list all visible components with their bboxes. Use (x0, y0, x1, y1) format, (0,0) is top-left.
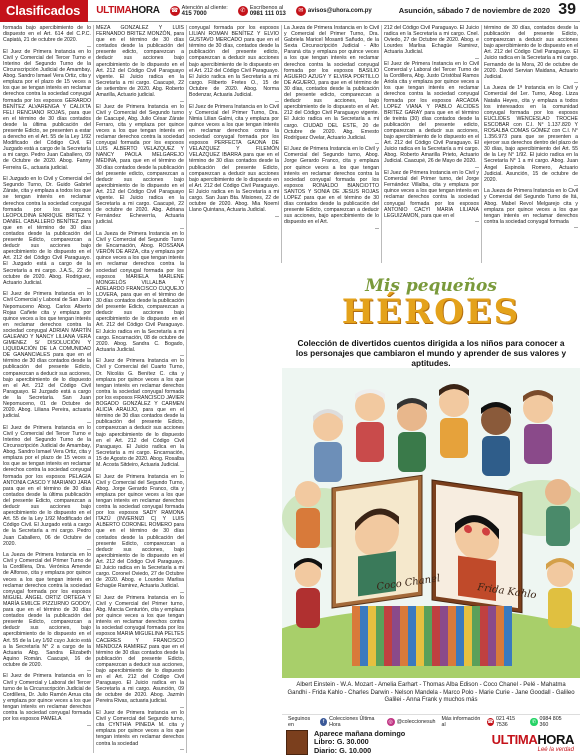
notice-separator: — (475, 218, 479, 224)
classified-notice: El Juzgado en lo Civil y Comercial del Segundo Turno, Dr. Guido Gabriel Zárate, cita y emplaza a todos los que se tengan interés en reclamar derechos contra la sociedad conyugal formada por los esposos LEOPOLDINA ENRIQUE BRITEZ Y DANIEL CABALLERO BENÍTEZ para que en el término de 30 días contados desde la publicación del presente Edicto, comparezcan a deducir sus acciones bajo apercibimiento de lo dispuesto en el Art. 212 del Código Civil Paraguayo. El Juzgado está a cargo de la Secretaría a mi cargo. J.A.S., 22 de octubre de 2020. Abog. Rodriguez, Actuario Judicial. (3, 176, 91, 286)
classified-notice: El Juez de Primera Instancia en lo Civil y Comercial del Primer turno, del Jorge Fernández Villalba, cita y emplaza por quince veces a los que tengan interés en reclamar derechos contra la sociedad conyugal formada por los esposos ANTONIO CACYI MARIA LILIANA LEGUIZAMON, para que en el (384, 170, 479, 219)
logo-slogan: Leé la verdad (537, 747, 574, 753)
ad-title-top: Mis pequeños (365, 276, 497, 296)
instagram-label: @coleccionesuh (396, 718, 436, 725)
classified-notice: formada bajo apercibimiento de lo dispuesto en el Art. 614 del C.P.C. Capiatá, 21 de octubre de 2020. (3, 25, 91, 44)
ad-title-main: HÉROES (341, 292, 521, 332)
contact-whatsapp (238, 5, 286, 17)
whatsapp-icon: ✆ (238, 6, 248, 16)
facebook-icon: f (320, 718, 327, 726)
classified-notice: La Jueza de Primera Instancia en lo Civil y Comercial del Segundo Turno de Encarnación, Abog. ROSSANA VERÓN DE ARZA, cita y emplaza por quince veces a los que tengan interés en reclamar derechos contra la sociedad conyugal formada por los esposos MARIELA MARLENE MONGELÓS VILLALBA Y ADELARDO FRANCISCO CUQUEJO LOVERA, para que en el término de 30 días contados desde la publicación del presente Edicto, comparezcan a deducir sus acciones bajo apercibimiento de lo dispuesto en el Art. 212 del Código Civil Paraguayo. El Juicio radica en la Secretaría a mi cargo. Encarnación, 08 de octubre de 2020. Abog. Sandra C. Bogado, Actuaria Judicial. (96, 231, 184, 353)
classified-notice: El Juez de Primera Instancia en lo Civil y Comercial del Segundo turno, cita CYNTHIA PINEDA M. cita y emplaza por quince veces a los que tengan interés en reclamar derechos contra la sociedad (96, 710, 184, 747)
ad-prices (314, 730, 405, 756)
notice-separator: — (275, 97, 279, 103)
classified-notice: El Juez de Primera Instancia en lo Civil Comercial y Laboral del Tercer Turno de la Cordillera, Abg. Justo Cristóbal Ramos Ariola cita y emplaza por quince veces a los que tengan interés en reclamar derechos contra la sociedad conyugal formada por los esposos ARCADIA LOPEZ VIANA Y PABLO ALCIDES BRITEZ GARAY para que en el término de treinta (30) días contados desde la publicación del presente edicto, comparezcan a deducir sus acciones, bajo apercibimiento de lo dispuesto en el Art. 212 del Código Civil Paraguayo. El Juicio radica en la Secretaría a mi cargo. Abog. Roberto Amarilla Prieto, Actuario Judicial. Caacupé, 26 de Mayo de 2020. (384, 60, 479, 165)
more-info-label: Más información al (441, 715, 481, 728)
page-number: 39 (558, 1, 576, 18)
classified-notice: La Jueza de Primera Instancia en lo Civil y Comercial del Primer Turno, Dra. Gabriela Maricel Mosanti Sañudo, de la Sexta Circunscripción Judicial - Alto Paraná cita y emplaza por quince veces a los que tengan interés en reclamar derechos contra la sociedad conyugal formada por los esposos BASILIO AGUERO AZUGY Y ELVIRA PORTILLO DE AGUERO, para que en el término de 30 días, contados desde la publicación del presente edicto, comparezcan a deducir sus acciones, bajo apercibimiento de lo dispuesto en el Art. 212 del Código Civil Paraguayo vigente. El Juicio radica en la Secretaría a mi cargo. CIUDAD DEL ESTE, 20 de Octubre de 2020. Abg. Ernesto Rodríguez Ovelar, Actuario Judicial. (284, 25, 379, 141)
notice-separator: — (87, 42, 91, 48)
column-divider (481, 25, 482, 263)
email-icon: ✉ (296, 6, 306, 16)
ultimahora-logo (492, 732, 574, 753)
contact2-value: 0981 111 013 (249, 10, 286, 17)
column-5 (384, 25, 479, 263)
notice-separator: — (180, 746, 184, 752)
logo-part-a: ULTIMA (491, 732, 538, 747)
classified-notice: El Juez de Primera Instancia en lo Civil Comercial y Laboral de San Juan Nepomuceno Abog. Carlos Alberto Rojas Cañete cita y emplaza por quince veces a los que tengan interés en reclamar derechos contra la sociedad conyugal ADRIAN MARTÍN GALEANO Y NANCY LILIANA VERA GIMENEZ S/ DISOLUCIÓN Y LIQUIDACIÓN DE LA COMUNIDAD DE GANANCIALES para que en el término de 30 días contados desde la publicación del presente Edicto, comparezcan a deducir sus acciones, bajo apercibimiento de lo dispuesto en el Art. 212 del Código Civil Paraguayo. El Juzgado está a cargo de la Secretaría. San Juan Nepomuceno, 01 de Octubre de 2020. Abog. Liliana Pereira, actuaria judicial. (3, 291, 91, 420)
ad-subtitle: Colección de divertidos cuentos dirigida a los niños para conocer a los personajes que cambiaron el mundo y aprender de sus valores y aptitudes. (295, 338, 567, 368)
classified-notice: conyugal formada por los esposos LILIAN ROMAN BENÍTEZ Y ELVIO GUSTAVO MERCADO para que en el término de 30 días, contados desde la publicación del presente edicto, comparezcan a deducir sus acciones bajo apercibimiento de lo dispuesto en el Art. 212 del Código Civil Paraguayo. El Juicio radica en la Secretaría a mi cargo. Filiberto Fretes O., 15 de Octubre de 2020. Abog. Norma Bodenzar, Actuaria Judicial. (189, 25, 279, 99)
contact3-value[interactable]: avisos@uhora.com.py (307, 7, 372, 14)
contact2-label: Escríbenos al (249, 4, 284, 11)
classified-notice: término de 30 días, contados desde la publicación del presente Edicto, comparezcan a deducir sus acciones bajo apercibimiento de lo dispuesto en el Art. 212 del Código Civil Paraguayo. El Juicio radica en la Secretaría a mi cargo. Fernando de la Mora, 20 de octubre de 2020. David Servian Maidana, Actuario Judicial. (484, 25, 578, 80)
notice-separator: — (180, 588, 184, 594)
column-1 (3, 25, 91, 753)
section-title: Clasificados (0, 0, 88, 22)
ad-price-strip (282, 729, 580, 756)
notice-separator: — (275, 212, 279, 218)
classified-notice: El Juez de Primera Instancia en lo Civil y Comercial del Tercer Turno e Interino del Segundo Turno de la Circunscripción Judicial de Amambay, Abog. Sandro Ismael Vera Ortiz, cita y emplaza por el plazo de 15 veces a los que se tengan interés en reclamar derechos contra la sociedad conyugal formada por los esposos GERARDO BENÍTEZ ALVARENGA Y CALIXTA FELI RENCIANO ROJAS, para que en el término de 30 días contados desde la última publicación del presente Edicto, se presenten a estar a derecho en el Art. 55 de la Ley 1/92 Modificado del Código Civil. El Juzgado está a cargo de la Secretaría a mi cargo. Pedro Juan Caballero, 09 de Octubre de 2020. Abog. Fanny Ferreira G., actuaria judicial. (3, 48, 91, 171)
column-4 (284, 25, 379, 263)
contact-email[interactable] (296, 6, 372, 16)
notice-separator: — (87, 170, 91, 176)
prices-title: Aparece mañana domingo (314, 728, 406, 738)
logo-part-b: HORA (537, 732, 574, 747)
notice-separator: — (375, 140, 379, 146)
heroes-advertisement (282, 266, 580, 756)
price-newspaper: Diario: G. 10.000 (314, 745, 372, 755)
phone-link-1[interactable] (487, 716, 525, 728)
column-divider (93, 25, 94, 753)
ad-heroes-list: Albert Einstein - W.A. Mozart - Amelia Earhart - Thomas Alba Edison - Coco Chanel - Pelé - Mahatma Gandhi - Frida Kahlo - Charles Darwin - Nelson Mandela - Marco Polo - Marie Curie - Jane Goodall - Galileo Galilei - Anna Frank y muchos más (287, 682, 575, 704)
classified-notice: El Juez de Primera Instancia en lo Civil y Comercial del Segundo Turno, Abog. Jorge Gerardo Franco, cita y emplaza por quince veces a los que tengan interés en reclamar derechos contra la sociedad conyugal formada por los esposos SADY RAMONA ITAZÚ (INVERNIZI C) Y LUIS ALBERTO CORONEL ROMERO para que en el término de 30 días contados desde la publicación del presente Edicto, comparezcan a deducir sus acciones, bajo apercibimiento de lo dispuesto en el Art. 212 del Código Civil Paraguayo. El Juicio radica en la Secretaría a mi cargo. Coronel Oviedo, 27 de Octubre de 2020. Abog. e Lourdes Marlisa Echagüe Ramirez, Actuaria Judicial. (96, 473, 184, 590)
phone-icon: ☎ (487, 718, 494, 725)
notice-separator: — (87, 285, 91, 291)
contact-phone (170, 5, 228, 17)
brand-part-b: HORA (131, 5, 160, 16)
column-divider (186, 25, 187, 753)
classified-notice: La Jueza de Primera Instancia en lo Civil y Comercial del Primer Turno de la Cordillera, Dra. Verónica Amende de Alfonso, cita y emplaza por quince veces a los que tengan interés en reclamar derechos contra la sociedad conyugal formada por los esposos MIGUEL ÁNGEL ORTIZ ORTEGA Y MARÍA EMILCE PIZZURNO GODOY, para que en el término de 30 días contados desde la publicación del presente Edicto, comparezcan a deducir sus acciones, bajo apercibimiento de lo dispuesto en el Art. 55 de la Ley 1/92 cuyo Juicio está a la Secretaría N° 2 a cargo de la Actuaria Abg. Sandra Elizabeth Aquino Román. Caacupé, 16 de octubre de 2020. (3, 552, 91, 668)
notice-separator: — (574, 224, 578, 230)
phone-1: 021 415 7536 (495, 715, 516, 728)
phone-2: 0984 805 360 (539, 715, 562, 728)
column-3 (189, 25, 279, 753)
notice-separator: — (475, 164, 479, 170)
follow-label: Seguinos en (288, 715, 311, 728)
classified-notice: El Juez de Primera Instancia en lo Civil y Comercial del Tercer Turno e Interino del Segundo Turno de la Circunscripción Judicial de Amambay, Abog. Sandro Ismael Vera Ortiz, cita y emplaza por el plazo de 15 veces a los que se tengan interés en reclamar derechos contra la sociedad conyugal formada por los esposos PELAGIA ANTONIA CASCO Y MARIANO JARA para que en el término de 30 días contados desde la última publicación del presente Edicto, comparezcan a deducir sus acciones bajo apercibimiento de lo dispuesto en el Art. 55 de la Ley 1/92 Modificado del Código Civil. El Juzgado está a cargo de la Secretaría a mi cargo. Pedro Juan Caballero, 06 de Octubre de 2020. (3, 424, 91, 547)
notice-separator: — (87, 721, 91, 727)
classified-notice: El Juez de Primera Instancia en lo Civil y Comercial del Primer Turno, Dra. Nimia Lilian Galmi, cita y emplaza por quince veces a los que tengan interés en reclamar derechos contra la sociedad conyugal formada por los esposos PERFECTA GAONA DE VELAZQUEZ Y FILEMÓN VELAZQUEZ IBARRA para que en el término de 30 días contados desde la publicación del presente Edicto, comparezcan a deducir sus acciones bajo apercibimiento de lo dispuesto en el Art. 212 del Código Civil Paraguayo. El Juicio radica en la Secretaría a mi cargo. San Juan Bta. Misiones, 22 de octubre de 2020. Abog. Mia Noemí Llano Quintana, Actuaria Judicial. (189, 103, 279, 214)
notice-separator: — (87, 667, 91, 673)
book-title-2: Frida Kahlo (476, 582, 538, 602)
notice-separator: — (475, 54, 479, 60)
classified-notice: La Jueza de 1ª Instancia en lo Civil y Comercial del 1er. Turno, Abog. Lizza Natalia Heyes, cita y emplaza a todos los interesados en la comunidad conyugal formada por los esposos EUCLIDES WENCESLAO TROCHE ESCOBAR con C.I. N° 1.137.820 Y ROSALBA COMAS GÓMEZ con C.I. N° 1.356.973 para que se presenten a ejercer sus derechos dentro del plazo de 30 días, bajo apercibimiento del Art. 55 de la Ley N° 1/92. El juicio radica en la Secretaría N° 1 a mi cargo. Abog. Juan Ángel Espinola Romero, Actuario Judicial. Asunción, 15 de octubre de 2020. (484, 85, 578, 183)
contact1-label: Atención al cliente: (181, 4, 228, 11)
whatsapp-icon: ✆ (531, 718, 537, 725)
instagram-icon: ◎ (388, 718, 393, 725)
classified-notice: MEZA GONZÁLEZ Y LUIS FERNANDO BRITEZ MONZÓN, para que en el término de 30 días contados desde la publicación del presente edicto, comparezcan a deducir sus acciones bajo apercibimiento de lo dispuesto en el Art. 212 del Código Civil Paraguayo vigente. El Juicio radica en la Secretaría a mi cargo. Caacupé, 22 de setiembre de 2020. Abg. Roberto Amarilla, Actuario judicial. (96, 25, 184, 99)
classified-notice: 212 del Código Civil Paraguayo. El Juicio radica en la Secretaría a mi cargo. Cnel. Oviedo, 27 de Octubre de 2020. Abog. e Lourdes Marlisa Echagüe Ramirez, Actuaria Judicial. (384, 25, 479, 56)
classified-notice: El Juez de Primera Instancia en lo Civil y Comercial y Laboral del Tercer turno de la Circunscripción Judicial de Cordillera, Dr. Julio Ramón Arrua cita y emplaza por quince veces a los que tengan interés en reclamar derechos contra la sociedad conyugal formada por los esposos PAMELA (3, 673, 91, 723)
classified-notice: El Juez de Primera Instancia en lo Civil y Comercial del Segundo turno, Abog. Jorge Gerardo Franco, cita y emplaza por quince veces a los que tengan interés en reclamar derechos contra la sociedad conyugal formada por los esposos RONALDO BIANCIOTTO SANTOS Y SONIA DE JESUS ROJAS LOPEZ para que en el término de 30 días contados desde la publicación del presente Edicto, comparezcan a deducir sus acciones, bajo apercibimiento de lo dispuesto en el Art. (284, 146, 379, 226)
notice-separator: — (180, 225, 184, 230)
phone-link-2[interactable] (530, 716, 568, 728)
classified-notice: La Jueza de Primera Instancia en lo Civil y Comercial del Segundo Turno de Itá, Abog. Mabel Revol Melgarejo cita y emplaza por quince veces a los que tengan interés en reclamar derechos contra la sociedad conyugal formada (484, 188, 578, 225)
notice-separator: — (180, 97, 184, 103)
classified-notice: El Juez de Primera Instancia en lo Civil y Comercial del Segundo turno de Caacupé, Abg. Julio César Zárate Ferraro, cita y emplaza por quince veces a los que tengan interés en reclamar derechos contra la sociedad conyugal formada por los esposos LUIS ALBERTO VELAZQUEZ Y NANCY PAOLA MELGAREJO MEDINA, para que en el término de 30 días contados desde la publicación del presente edicto, comparezcan a deducir sus acciones bajo apercibimiento de lo dispuesto en el Art. 212 del Código Civil Paraguayo vigente. El Juicio radica en la Secretaría a mi cargo. Caacupé, 22 de octubre de 2020. Abg. Adriana Fernández Echeverría, Actuaria judicial. (96, 103, 184, 226)
brand-part-a: ULTIMA (96, 5, 132, 16)
page-header (0, 0, 580, 22)
heroes-illustration (282, 368, 580, 678)
issue-date: Asunción, sábado 7 de noviembre de 2020 (398, 6, 550, 15)
notice-separator: — (574, 79, 578, 85)
facebook-label: Colecciones Última Hora (329, 715, 375, 728)
classified-notice: El Juez de Primera Instancia en lo Civil y Comercial del Cuarto Turno, Dr. Nicolás G. Benítez C. cita y emplaza por quince veces a los que tengan interés en reclamar derechos contra la sociedad conyugal formada por los esposos FRANCISCO JAVIER BOGADO GONZÁLEZ Y CARMEN ALICIA ARAUJO, para que en el término de 30 días contados desde la publicación del presente Edicto, comparezcan a deducir sus acciones bajo apercibimiento de lo dispuesto en el Art. 212 del Código Civil Paraguayo. El Juicio radica en la Secretaría a mi cargo. Encarnación, 15 de Agosto de 2020. Abog. Rosalba M. Acosta Sitdeiro, Actuaria Judicial. (96, 358, 184, 468)
price-book: Libro: G. 30.000 (314, 737, 369, 747)
notice-separator: — (87, 418, 91, 424)
facebook-link[interactable] (320, 716, 380, 728)
notice-separator: — (375, 225, 379, 230)
instagram-link[interactable] (387, 718, 436, 726)
book-title-1: Coco Chanel (375, 573, 441, 593)
column-divider (381, 25, 382, 263)
phone-icon: ☎ (170, 7, 179, 14)
column-2 (96, 25, 184, 753)
column-6 (484, 25, 578, 263)
classified-notice: El Juez de Primera Instancia en lo Civil y Comercial del Primer turno, Abg. Marcia Centurión, cita y emplaza por quince veces a los que tengan interés en reclamar derechos contra la sociedad conyugal formada por los esposos MARIA MIGUELINA PELTES CACERES Y FRANCISCO MENDOZA RAMIREZ para que en el término de 30 días contados desde la publicación del presente Edicto, comparezcan a deducir sus acciones, bajo apercibimiento de lo dispuesto en el Art. 212 del Código Civil Paraguayo. El Juicio radica en la Secretaría a mi cargo. Asunción, 09 de octubre de 2020. Abog. Jazmín Pereira Rivas, actuaria judicial. (96, 594, 184, 705)
brand-logo (96, 5, 159, 16)
notice-separator: — (180, 352, 184, 358)
column-divider (281, 25, 282, 263)
ad-footer (282, 714, 580, 728)
contact1-value: 415 7000 (181, 10, 207, 17)
book-thumbnail-icon (286, 730, 308, 755)
notice-separator: — (87, 546, 91, 552)
notice-separator: — (574, 182, 578, 188)
notice-separator: — (180, 704, 184, 710)
notice-separator: — (180, 467, 184, 473)
